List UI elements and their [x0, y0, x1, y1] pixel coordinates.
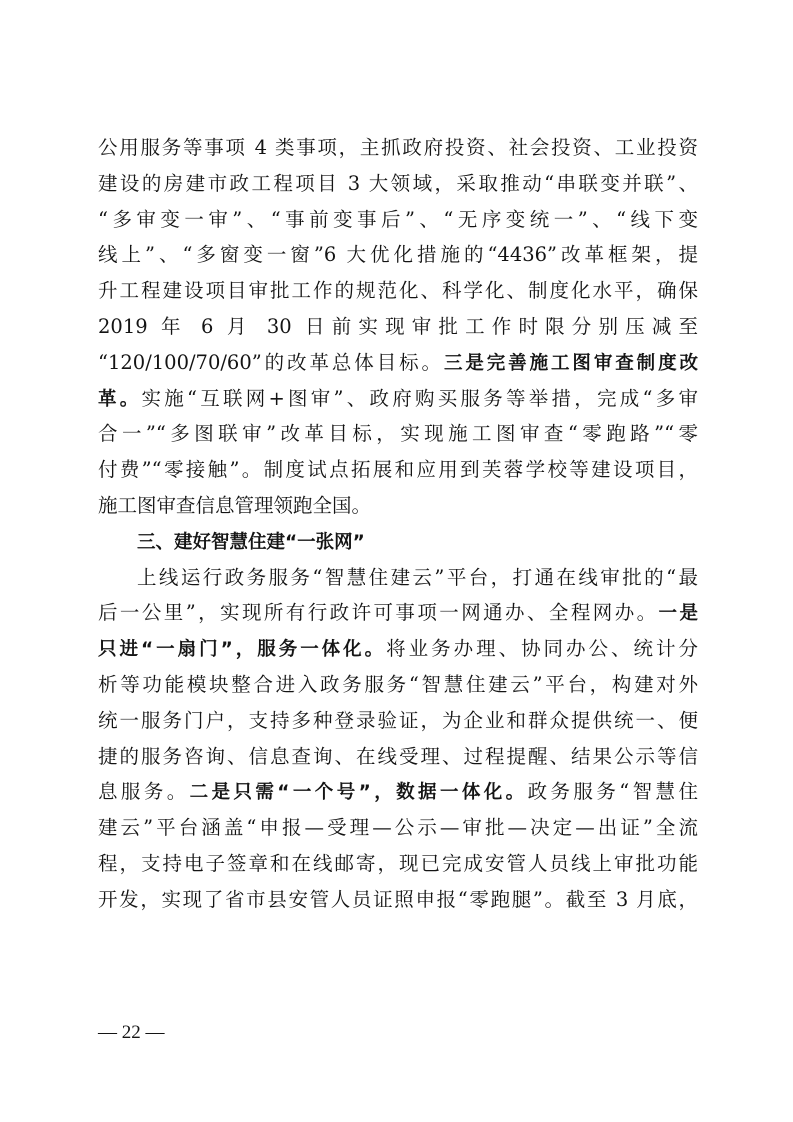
text-line	[98, 130, 698, 166]
bold-text-segment: 二是只需“一个号”，数据一体化。	[189, 782, 528, 804]
text-segment: 政务服务“智慧住	[527, 780, 698, 804]
text-segment: 付费”“零接触”。制度试点拓展和应用到芙蓉学校等建设项目，	[98, 458, 698, 482]
text-line	[98, 309, 698, 345]
text-line	[98, 560, 698, 596]
text-line	[98, 273, 698, 309]
text-segment: 实施“互联网+图审”、政府购买服务等举措，完成“多审	[141, 386, 698, 410]
text-line	[98, 774, 698, 810]
text-segment: 程，支持电子签章和在线邮寄，现已完成安管人员线上审批功能	[98, 851, 698, 875]
section-heading	[98, 524, 698, 560]
text-line	[98, 345, 698, 381]
text-segment: 施工图审查信息管理领跑全国。	[98, 493, 372, 517]
text-segment: 后一公里”，实现所有行政许可事项一网通办、全程网办。	[98, 601, 659, 625]
bold-text-segment: 只进“一扇门”，服务一体化。	[98, 639, 387, 661]
text-line	[98, 488, 698, 524]
text-line	[98, 416, 698, 452]
text-segment: 将业务办理、协同办公、统计分	[386, 637, 698, 661]
text-segment: 捷的服务咨询、信息查询、在线受理、过程提醒、结果公示等信	[98, 744, 698, 768]
text-segment: 统一服务门户，支持多种登录验证，为企业和群众提供统一、便	[98, 708, 698, 732]
text-segment: 线上”、“多窗变一窗”6 大优化措施的“4436”改革框架，提	[98, 243, 698, 267]
bold-text-segment: 三、建好智慧住建“一张网”	[137, 531, 365, 553]
text-segment: 合一”“多图联审”改革目标，实现施工图审查“零跑路”“零	[98, 422, 698, 446]
text-line	[98, 452, 698, 488]
text-line	[98, 381, 698, 417]
text-line	[98, 667, 698, 703]
bold-text-segment: 一是	[658, 603, 698, 625]
text-segment: 析等功能模块整合进入政务服务“智慧住建云”平台，构建对外	[98, 672, 698, 696]
text-line	[98, 810, 698, 846]
text-line	[98, 237, 698, 273]
text-segment: 开发，实现了省市县安管人员证照申报“零跑腿”。截至 3 月底，	[98, 887, 698, 911]
text-segment: 公用服务等事项 4 类事项，主抓政府投资、社会投资、工业投资	[98, 136, 698, 159]
text-segment: “多审变一审”、“事前变事后”、“无序变统一”、“线下变	[98, 207, 698, 231]
bold-text-segment: 革。	[98, 388, 142, 410]
text-line	[98, 595, 698, 631]
text-line	[98, 846, 698, 882]
text-segment: “120/100/70/60”的改革总体目标。	[98, 350, 444, 374]
text-line	[98, 882, 698, 918]
text-line	[98, 739, 698, 775]
document-body	[98, 130, 698, 918]
page-number: — 22 —	[98, 1022, 165, 1043]
text-segment: 息服务。	[98, 780, 190, 804]
bold-text-segment: 三是完善施工图审查制度改	[443, 352, 698, 374]
text-segment: 2019 年 6 月 30 日前实现审批工作时限分别压减至	[98, 314, 698, 338]
text-line	[98, 703, 698, 739]
text-line	[98, 202, 698, 238]
text-line	[98, 631, 698, 667]
text-segment: 上线运行政务服务“智慧住建云”平台，打通在线审批的“最	[137, 565, 698, 589]
text-segment: 建设的房建市政工程项目 3 大领域，采取推动“串联变并联”、	[98, 171, 698, 195]
text-segment: 建云”平台涵盖“申报—受理—公示—审批—决定—出证”全流	[98, 816, 698, 840]
text-line	[98, 166, 698, 202]
text-segment: 升工程建设项目审批工作的规范化、科学化、制度化水平，确保	[98, 279, 698, 303]
